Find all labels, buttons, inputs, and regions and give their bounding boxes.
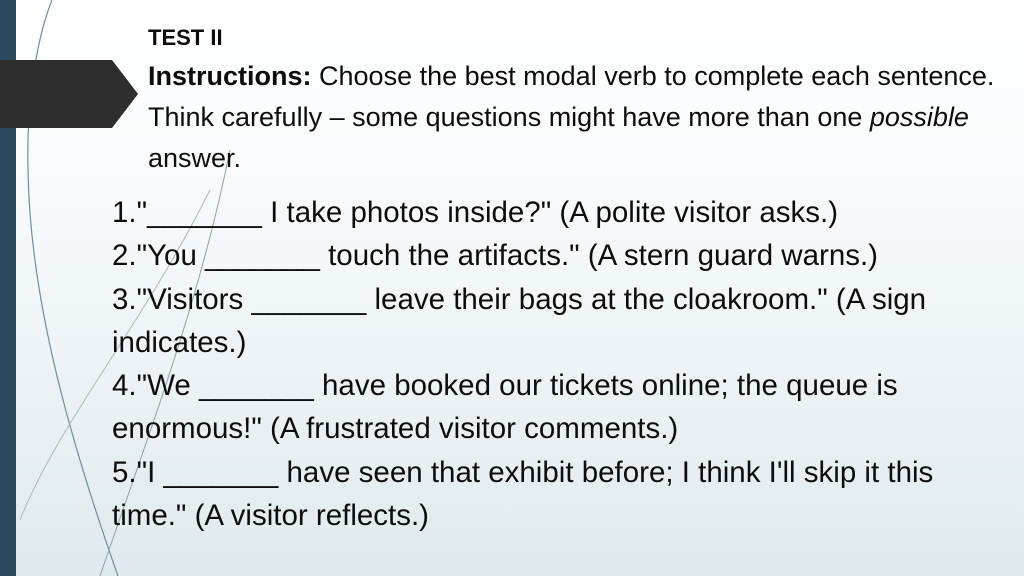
instructions-emphasis: possible	[869, 102, 969, 132]
question-item-4: 4."We _______ have booked our tickets online; the queue is enormous!" (A frustrated visitor comments.)	[112, 369, 898, 446]
test-title: TEST II	[148, 25, 223, 50]
question-item-3: 3."Visitors _______ leave their bags at the cloakroom." (A sign indicates.)	[112, 282, 927, 359]
arrow-tab-icon	[0, 60, 138, 128]
instructions-paragraph	[148, 56, 1008, 179]
question-list	[112, 191, 1007, 537]
question-item-1: 1."_______ I take photos inside?" (A polite visitor asks.)	[112, 196, 839, 229]
question-item-2: 2."You _______ touch the artifacts." (A stern guard warns.)	[112, 239, 879, 273]
instructions-label: Instructions:	[148, 61, 312, 91]
question-item-5: 5."I _______ have seen that exhibit before; I think I'll skip it this time." (A visitor reflects.)	[112, 455, 934, 533]
instructions-text: Choose the best modal verb to complete each sentence. Think carefully – some questions might have more than one	[148, 61, 995, 132]
instructions-text-end: answer.	[148, 143, 242, 173]
